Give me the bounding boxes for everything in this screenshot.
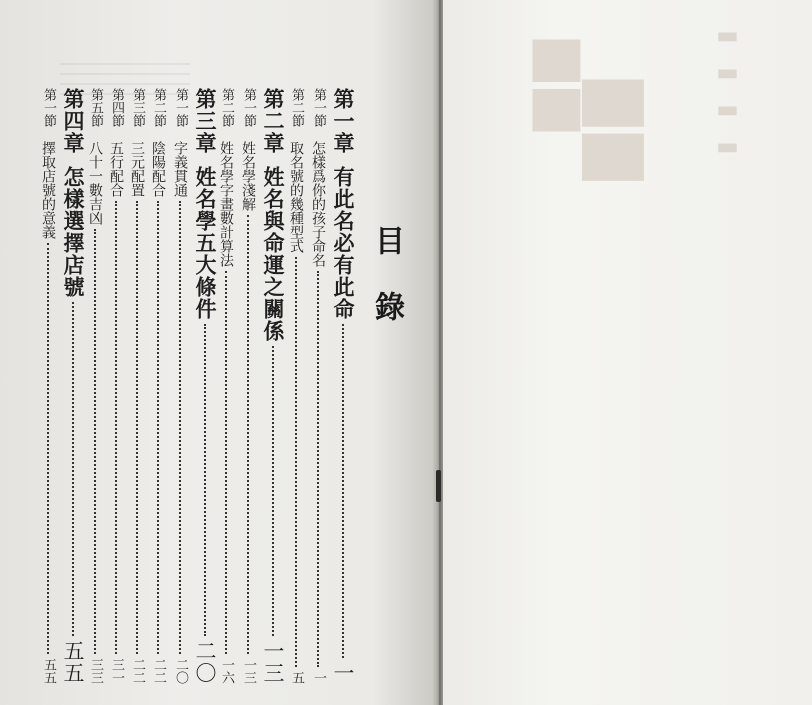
toc-entry-section: 第一節擇取店號的意義 五五: [40, 88, 56, 684]
toc-entry-section: 第一節怎樣爲你的孩子命名 一: [310, 88, 326, 684]
toc-entry-chapter-3: 第三章姓名學五大條件 二〇: [193, 88, 218, 684]
binding-mark: [436, 470, 441, 502]
toc-entry-section: 第一節姓名學淺解 一三: [240, 88, 256, 684]
toc-entry-chapter-4: 第四章怎樣選擇店號 五五: [61, 88, 86, 684]
toc-entry-chapter-2: 第二章姓名與命運之關係 一三: [261, 88, 286, 684]
toc-title: 目錄: [369, 225, 404, 357]
right-page-blank: [443, 0, 812, 705]
show-through-print: ▬▬▬▬ ▇▇ ▆▆: [533, 20, 742, 189]
toc-entry-section: 第二節取名號的幾種型式 五: [288, 88, 304, 684]
toc-entry-section: 第一節字義貫通 二〇: [172, 88, 188, 684]
toc-entry-section: 第五節八十一數吉凶 三三: [87, 88, 103, 684]
toc-entry-section: 第三節三元配置 二二: [129, 88, 145, 684]
toc-entry-section: 第四節五行配合 三一: [108, 88, 124, 684]
toc-entry-section: 第二節姓名學字畫數計算法 一六: [218, 88, 234, 684]
toc-entry-section: 第二節陰陽配合 二二: [150, 88, 166, 684]
toc-entry-chapter-1: 第一章有此名必有此命 一: [331, 88, 356, 684]
